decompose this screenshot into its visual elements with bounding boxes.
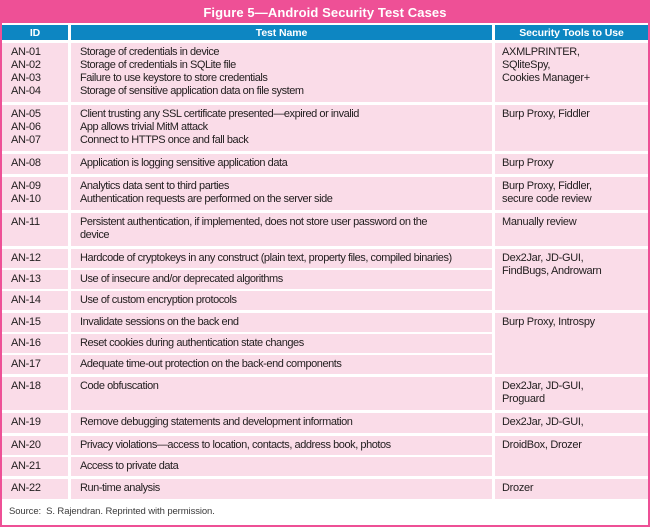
column-header-test-name: Test Name	[68, 25, 492, 43]
cell-id	[2, 313, 68, 334]
test-id: AN-19	[11, 416, 41, 428]
table-row	[2, 413, 648, 436]
test-name-line: Storage of credentials in device	[80, 46, 220, 58]
test-id: AN-21	[11, 460, 41, 472]
cell-id	[2, 355, 68, 377]
tool-line: Drozer	[502, 482, 534, 494]
table-row	[2, 436, 648, 457]
cell-test-name	[68, 270, 492, 291]
test-id: AN-08	[11, 157, 41, 169]
tool-line: Burp Proxy, Fiddler,	[502, 180, 592, 192]
test-id: AN-14	[11, 294, 41, 306]
tool-line: Burp Proxy, Introspy	[502, 316, 595, 328]
tool-line: FindBugs, Androwarn	[502, 265, 602, 277]
tool-line: AXMLPRINTER,	[502, 46, 580, 58]
cell-id	[2, 177, 68, 213]
test-name-line: Client trusting any SSL certificate presented—expired or invalid	[80, 108, 359, 120]
test-id: AN-22	[11, 482, 41, 494]
test-id: AN-04	[11, 85, 41, 97]
column-header-id: ID	[2, 25, 68, 43]
tool-line: secure code review	[502, 193, 592, 205]
test-name-line: Persistent authentication, if implemented, does not store user password on the	[80, 216, 428, 228]
cell-security-tools	[492, 377, 648, 413]
test-name-line: Access to private data	[80, 460, 179, 472]
test-name-line: Hardcode of cryptokeys in any construct (plain text, property files, compiled binaries)	[80, 252, 452, 264]
cell-test-name	[68, 355, 492, 377]
cell-test-name	[68, 377, 492, 413]
table-row	[2, 313, 648, 334]
test-id: AN-03	[11, 72, 41, 84]
cell-id	[2, 249, 68, 270]
cell-id	[2, 479, 68, 502]
cell-test-name	[68, 436, 492, 457]
cell-id	[2, 413, 68, 436]
cell-security-tools	[492, 313, 648, 377]
cell-test-name	[68, 249, 492, 270]
cell-id	[2, 377, 68, 413]
cell-test-name	[68, 43, 492, 105]
cell-test-name	[68, 154, 492, 177]
cell-test-name	[68, 313, 492, 334]
cell-security-tools	[492, 413, 648, 436]
tool-line: Dex2Jar, JD-GUI,	[502, 380, 584, 392]
cell-id	[2, 270, 68, 291]
table-row	[2, 213, 648, 249]
test-id: AN-12	[11, 252, 41, 264]
test-id: AN-16	[11, 337, 41, 349]
cell-test-name	[68, 457, 492, 479]
cell-id	[2, 436, 68, 457]
table-row	[2, 479, 648, 502]
cell-test-name	[68, 177, 492, 213]
test-id: AN-02	[11, 59, 41, 71]
test-name-line: Application is logging sensitive application data	[80, 157, 288, 169]
cell-security-tools	[492, 479, 648, 502]
test-name-line: Reset cookies during authentication state changes	[80, 337, 304, 349]
test-id: AN-09	[11, 180, 41, 192]
test-name-line: Use of insecure and/or deprecated algorithms	[80, 273, 283, 285]
tool-line: Manually review	[502, 216, 577, 228]
test-id: AN-20	[11, 439, 41, 451]
test-id: AN-07	[11, 134, 41, 146]
cell-test-name	[68, 479, 492, 502]
tool-line: SQliteSpy,	[502, 59, 551, 71]
test-id: AN-05	[11, 108, 41, 120]
table-row	[2, 177, 648, 213]
tool-line: Dex2Jar, JD-GUI,	[502, 252, 584, 264]
test-id: AN-10	[11, 193, 41, 205]
test-name-line: Run-time analysis	[80, 482, 160, 494]
table-row	[2, 377, 648, 413]
cell-security-tools	[492, 105, 648, 154]
test-id: AN-11	[11, 216, 40, 228]
tool-line: Burp Proxy, Fiddler	[502, 108, 590, 120]
test-name-line: Use of custom encryption protocols	[80, 294, 237, 306]
test-name-line: Adequate time-out protection on the back-end components	[80, 358, 342, 370]
cell-security-tools	[492, 213, 648, 249]
table-row	[2, 43, 648, 105]
cell-security-tools	[492, 154, 648, 177]
cell-test-name	[68, 105, 492, 154]
test-name-line: Failure to use keystore to store credentials	[80, 72, 268, 84]
cell-id	[2, 291, 68, 313]
test-name-line: Privacy violations—access to location, contacts, address book, photos	[80, 439, 391, 451]
cell-security-tools	[492, 436, 648, 479]
tool-line: Proguard	[502, 393, 545, 405]
cell-id	[2, 457, 68, 479]
security-test-cases-table	[2, 25, 648, 502]
cell-test-name	[68, 213, 492, 249]
column-header-security-tools: Security Tools to Use	[492, 25, 648, 43]
test-name-line: device	[80, 229, 110, 241]
test-name-line: Authentication requests are performed on the server side	[80, 193, 333, 205]
tool-line: Burp Proxy	[502, 157, 554, 169]
cell-security-tools	[492, 249, 648, 313]
test-name-line: Code obfuscation	[80, 380, 159, 392]
table-row	[2, 154, 648, 177]
cell-security-tools	[492, 43, 648, 105]
cell-test-name	[68, 413, 492, 436]
tool-line: DroidBox, Drozer	[502, 439, 582, 451]
cell-id	[2, 213, 68, 249]
cell-id	[2, 154, 68, 177]
table-header-row	[2, 25, 648, 43]
cell-test-name	[68, 291, 492, 313]
test-name-line: App allows trivial MitM attack	[80, 121, 208, 133]
tool-line: Cookies Manager+	[502, 72, 590, 84]
test-name-line: Connect to HTTPS once and fall back	[80, 134, 249, 146]
test-name-line: Storage of credentials in SQLite file	[80, 59, 236, 71]
table-row	[2, 249, 648, 270]
cell-security-tools	[492, 177, 648, 213]
test-id: AN-17	[11, 358, 41, 370]
test-name-line: Storage of sensitive application data on file system	[80, 85, 304, 97]
test-name-line: Remove debugging statements and development information	[80, 416, 353, 428]
cell-id	[2, 43, 68, 105]
test-name-line: Invalidate sessions on the back end	[80, 316, 239, 328]
figure-title: Figure 5—Android Security Test Cases	[2, 2, 648, 23]
test-name-line: Analytics data sent to third parties	[80, 180, 229, 192]
cell-id	[2, 105, 68, 154]
test-id: AN-13	[11, 273, 41, 285]
tool-line: Dex2Jar, JD-GUI,	[502, 416, 584, 428]
figure-source: Source: S. Rajendran. Reprinted with permission.	[2, 502, 648, 525]
test-id: AN-18	[11, 380, 41, 392]
test-id: AN-06	[11, 121, 41, 133]
test-id: AN-01	[11, 46, 41, 58]
table-row	[2, 105, 648, 154]
cell-test-name	[68, 334, 492, 355]
test-id: AN-15	[11, 316, 41, 328]
cell-id	[2, 334, 68, 355]
